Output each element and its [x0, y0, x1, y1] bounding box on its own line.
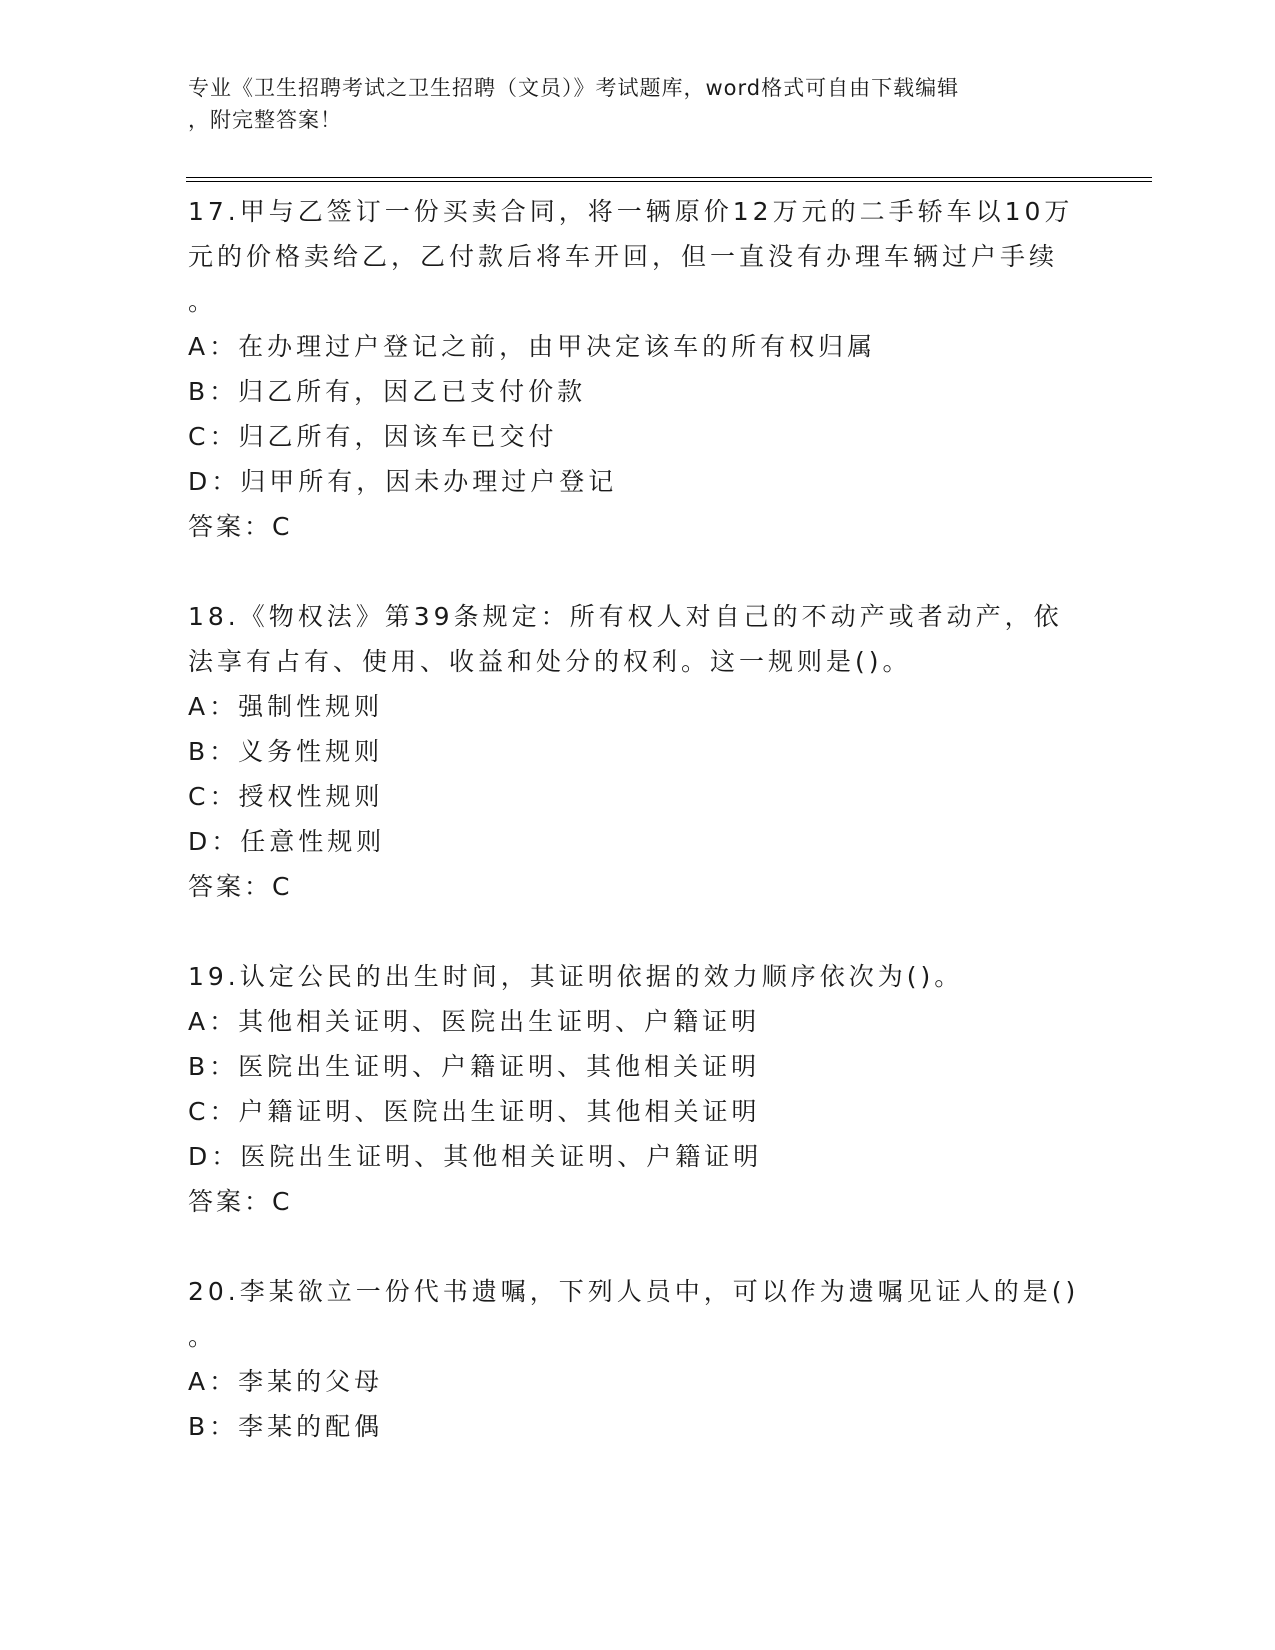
question-text: 19.认定公民的出生时间，其证明依据的效力顺序依次为()。	[188, 962, 964, 991]
option-c: C：授权性规则	[188, 782, 384, 811]
option-a: A：其他相关证明、医院出生证明、户籍证明	[188, 1007, 761, 1036]
spacer	[188, 1224, 1088, 1269]
option-a: A：强制性规则	[188, 692, 384, 721]
document-header: 专业《卫生招聘考试之卫生招聘（文员）》考试题库，word格式可自由下载编辑 ，附完整答案！	[188, 76, 960, 132]
option-d: D：医院出生证明、其他相关证明、户籍证明	[188, 1142, 763, 1171]
spacer	[188, 909, 1088, 954]
question-text: 17.甲与乙签订一份买卖合同，将一辆原价12万元的二手轿车以10万 元的价格卖给乙，乙付款后将车开回，但一直没有办理车辆过户手续 。	[188, 197, 1074, 316]
header-rule-bottom	[186, 181, 1152, 182]
option-c: C：归乙所有，因该车已交付	[188, 422, 558, 451]
answer: 答案：C	[188, 1187, 293, 1216]
spacer	[188, 549, 1088, 594]
question-17	[188, 189, 1088, 549]
question-18	[188, 594, 1088, 909]
question-list	[188, 189, 1088, 1449]
option-c: C：户籍证明、医院出生证明、其他相关证明	[188, 1097, 761, 1126]
question-19	[188, 954, 1088, 1224]
option-b: B：义务性规则	[188, 737, 384, 766]
option-a: A：李某的父母	[188, 1367, 384, 1396]
option-a: A：在办理过户登记之前，由甲决定该车的所有权归属	[188, 332, 877, 361]
answer: 答案：C	[188, 872, 293, 901]
option-b: B：李某的配偶	[188, 1412, 384, 1441]
question-20	[188, 1269, 1088, 1449]
answer: 答案：C	[188, 512, 293, 541]
option-d: D：任意性规则	[188, 827, 386, 856]
option-b: B：医院出生证明、户籍证明、其他相关证明	[188, 1052, 761, 1081]
option-d: D：归甲所有，因未办理过户登记	[188, 467, 618, 496]
question-text: 18.《物权法》第39条规定：所有权人对自己的不动产或者动产，依 法享有占有、使用、收益和处分的权利。这一规则是()。	[188, 602, 1063, 676]
option-b: B：归乙所有，因乙已支付价款	[188, 377, 587, 406]
question-text: 20.李某欲立一份代书遗嘱，下列人员中，可以作为遗嘱见证人的是() 。	[188, 1277, 1080, 1351]
header-rule-top	[186, 177, 1152, 178]
